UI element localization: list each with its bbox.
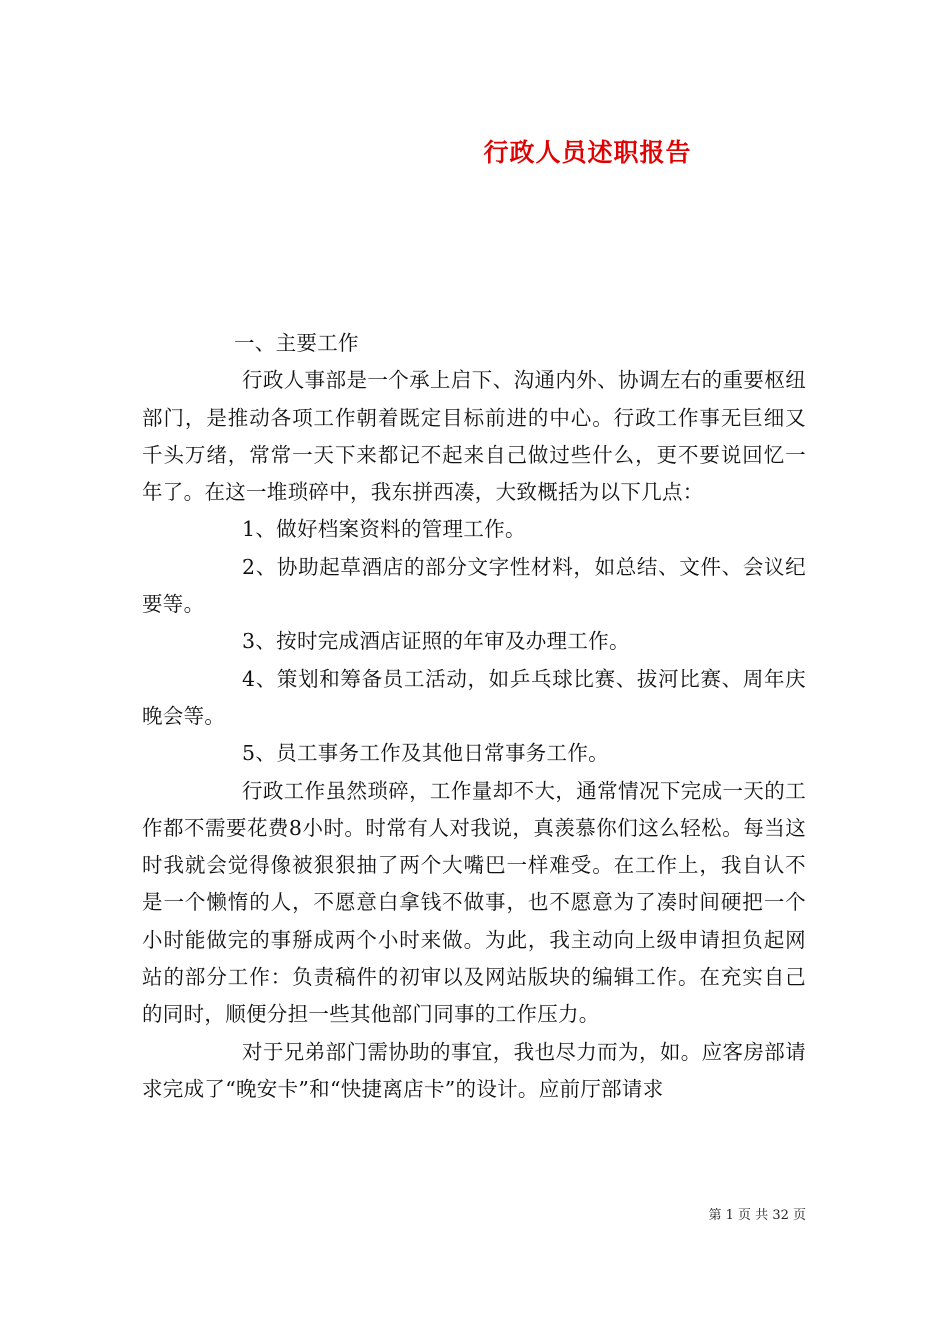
- list-item: 1、做好档案资料的管理工作。: [242, 517, 526, 542]
- list-item: 3、按时完成酒店证照的年审及办理工作。: [242, 629, 630, 654]
- list-item: 2、协助起草酒店的部分文字性材料，如总结、文件、会议纪要等。: [142, 554, 806, 617]
- document-title: 行政人员述职报告: [483, 138, 692, 167]
- list-item: 4、策划和筹备员工活动，如乒乓球比赛、拔河比赛、周年庆晚会等。: [142, 666, 806, 728]
- page-number-footer: 第 1 页 共 32 页: [708, 1208, 806, 1223]
- document-body: [142, 325, 806, 1108]
- list-item: 5、员工事务工作及其他日常事务工作。: [242, 741, 609, 766]
- paragraph-support: 对于兄弟部门需协助的事宜，我也尽力而为，如。应客房部请求完成了“晚安卡”和“快捷离店卡”的设计。应前厅部请求: [142, 1039, 806, 1101]
- paragraph-intro: 行政人事部是一个承上启下、沟通内外、协调左右的重要枢纽部门，是推动各项工作朝着既定目标前进的中心。行政工作事无巨细又千头万绪，常常一天下来都记不起来自己做过些什么，更不要说回忆一年了。在这一堆琐碎中，我东拼西凑，大致概括为以下几点：: [142, 368, 806, 505]
- paragraph-workload: 行政工作虽然琐碎，工作量却不大，通常情况下完成一天的工作都不需要花费8小时。时常有人对我说，真羡慕你们这么轻松。每当这时我就会觉得像被狠狠抽了两个大嘴巴一样难受。在工作上，我自认不是一个懒惰的人，不愿意白拿钱不做事，也不愿意为了凑时间硬把一个小时能做完的事掰成两个小时来做。为此，我主动向上级申请担负起网站的部分工作：负责稿件的初审以及网站版块的编辑工作。在充实自己的同时，顺便分担一些其他部门同事的工作压力。: [142, 778, 806, 1027]
- section-heading: 一、主要工作: [234, 331, 359, 355]
